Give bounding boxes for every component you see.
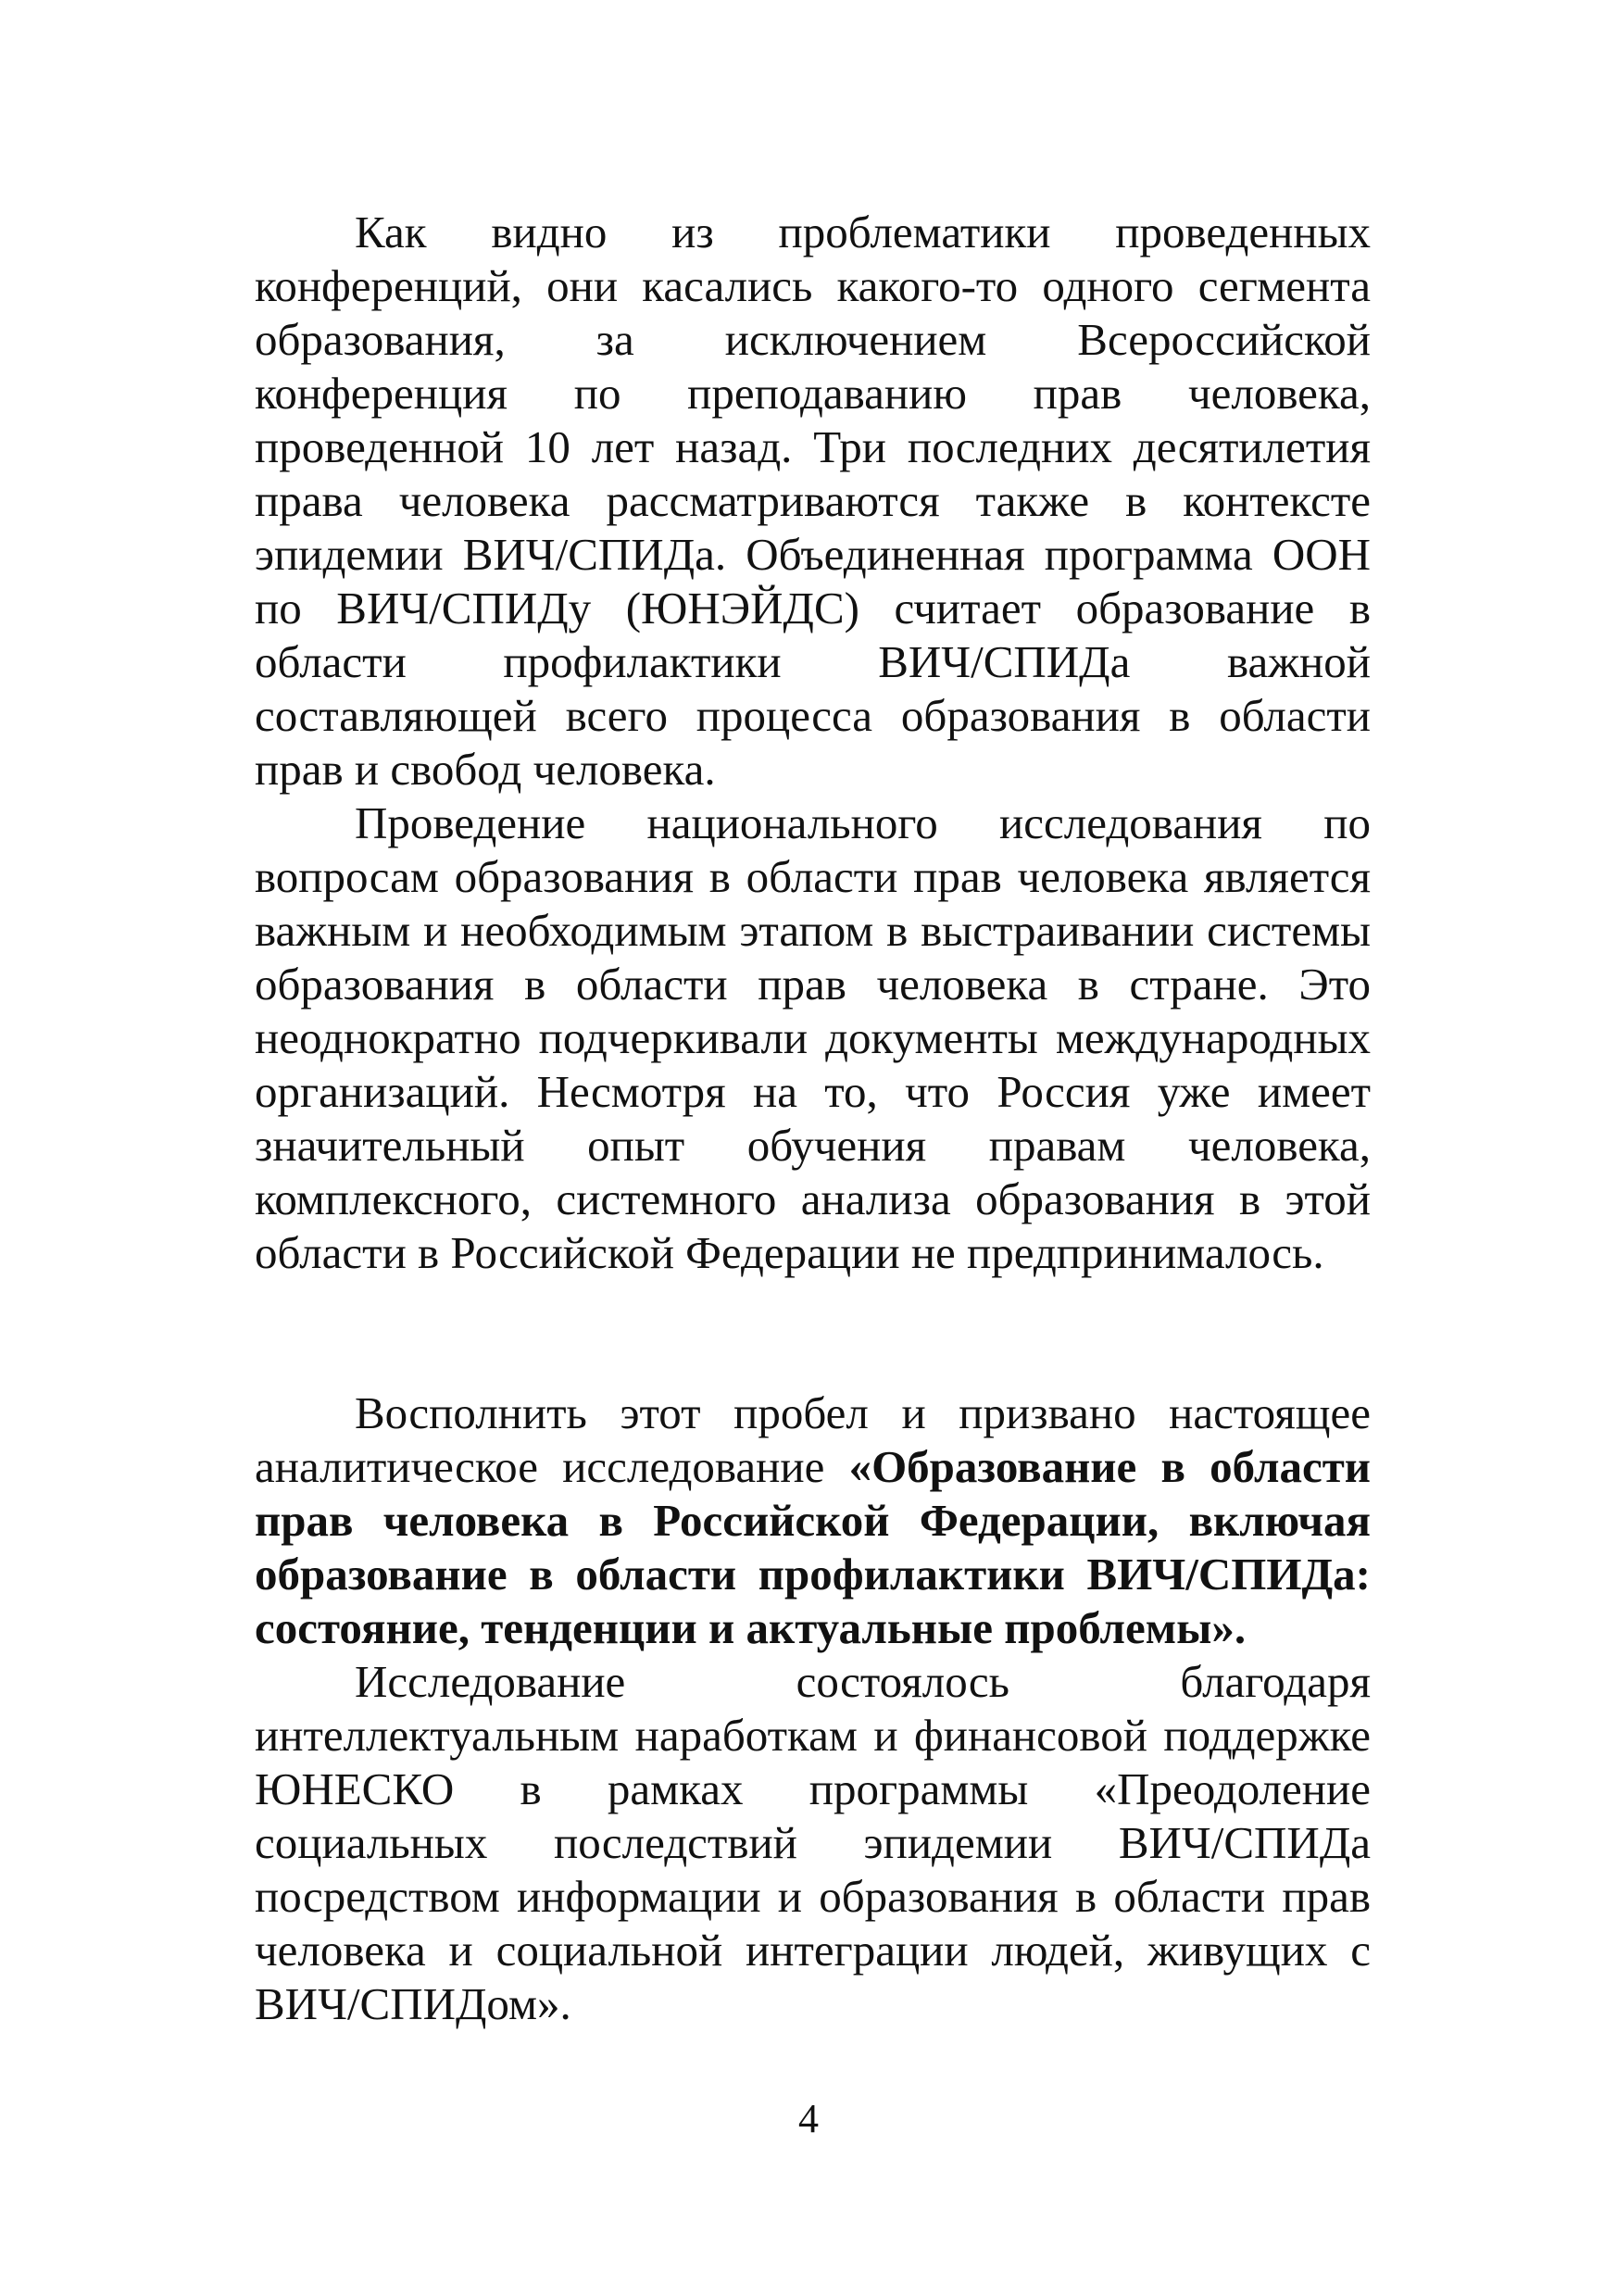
text-block-upper bbox=[255, 206, 1371, 1280]
page-number: 4 bbox=[798, 2096, 819, 2141]
text-block-lower bbox=[255, 1386, 1371, 2031]
paragraph-conferences: Как видно из проблематики проведенных конференций, они касались какого-то одного сегмента образования, за исключением Всероссийской конференция по преподаванию прав человека, проведенной 10 лет назад. Три последних десятилетия права человека рассматриваются также в контексте эпидемии ВИЧ/СПИДа. Объединенная программа ООН по ВИЧ/СПИДу (ЮНЭЙДС) считает образование в области профилактики ВИЧ/СПИДа важной составляющей всего процесса образования в области прав и свобод человека. bbox=[255, 207, 1371, 795]
paragraph-analytical-study bbox=[255, 1386, 1371, 1655]
paragraph-unesco-support: Исследование состоялось благодаря интеллектуальным наработкам и финансовой поддержке ЮНЕСКО в рамках программы «Преодоление социальных последствий эпидемии ВИЧ/СПИДа посредством информации и образования в области прав человека и социальной интеграции людей, живущих с ВИЧ/СПИДом». bbox=[255, 1656, 1371, 2029]
paragraph-national-research: Проведение национального исследования по вопросам образования в области прав человека является важным и необходимым этапом в выстраивании системы образования в области прав человека в стране. Это неоднократно подчеркивали документы международных организаций. Несмотря на то, что Россия уже имеет значительный опыт обучения правам человека, комплексного, системного анализа образования в этой области в Российской Федерации не предпринималось. bbox=[255, 797, 1371, 1278]
paragraph-analytical-study-lead: Восполнить этот пробел и призвано настоящее аналитическое исследование bbox=[255, 1387, 1371, 1492]
study-title: «Образование в области прав человека в Российской Федерации, включая образование в области профилактики ВИЧ/СПИДа: состояние, тенденции и актуальные проблемы». bbox=[255, 1441, 1371, 1653]
